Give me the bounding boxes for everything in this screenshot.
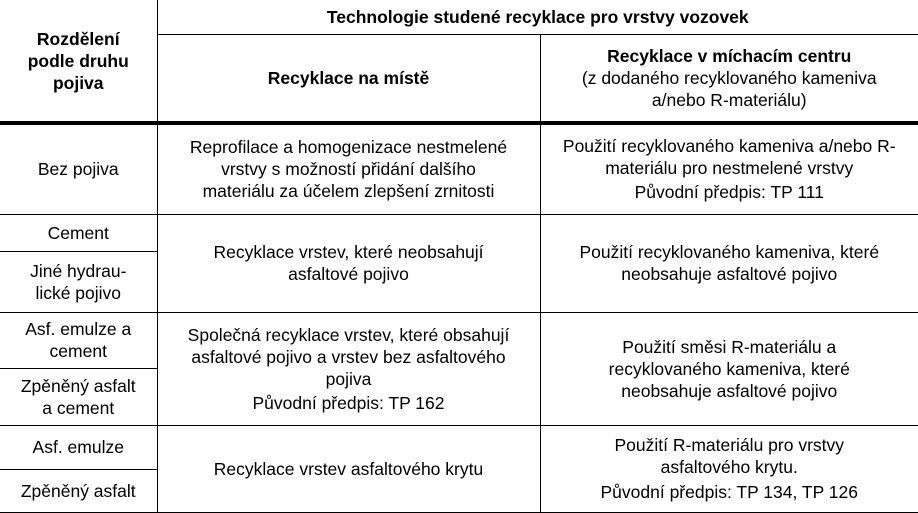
binder-emulsion-cement: Asf. emulze a cement [0, 312, 157, 368]
binder-foamed-bitumen-cement: Zpěněný asfalt a cement [0, 368, 157, 425]
site-cell-none: Reprofilace a homogenizace nestmelené vrstvy s možností přidání dalšího materiálu za účelem zlepšení zrnitosti [157, 123, 540, 214]
header-recycling-in-plant [540, 34, 918, 123]
header-technology-group: Technologie studené recyklace pro vrstvy vozovek [157, 0, 918, 34]
centre-ref-asphalt: Původní předpis: TP 134, TP 126 [600, 482, 859, 502]
centre-ref-none: Původní předpis: TP 111 [634, 182, 824, 203]
centre-text-none: Použití recyklovaného kameniva a/nebo R-materiálu pro nestmelené vrstvy [562, 136, 896, 179]
header-binder-division: Rozdělení podle druhu pojiva [0, 0, 157, 123]
centre-cell-none [540, 123, 918, 214]
binder-none: Bez pojiva [0, 123, 157, 214]
site-cell-asphalt: Recyklace vrstev asfaltového krytu [157, 425, 540, 512]
binder-emulsion: Asf. emulze [0, 425, 157, 469]
site-cell-combined [157, 312, 540, 425]
site-cell-hydraulic: Recyklace vrstev, které neobsahují asfaltové pojivo [157, 214, 540, 312]
binder-cement: Cement [0, 214, 157, 251]
header-recycling-in-plant-subtitle: (z dodaného recyklovaného kameniva a/nebo R-materiálu) [581, 67, 877, 110]
binder-other-hydraulic: Jiné hydrau-lické pojivo [0, 251, 157, 312]
site-ref-combined: Původní předpis: TP 162 [252, 392, 445, 413]
centre-cell-asphalt [540, 425, 918, 512]
centre-cell-hydraulic: Použití recyklovaného kameniva, které neobsahuje asfaltové pojivo [540, 214, 918, 312]
centre-text-asphalt: Použití R-materiálu pro vrstvy asfaltového krytu. [614, 435, 845, 477]
site-text-combined: Společná recyklace vrstev, které obsahují asfaltové pojivo a vrstev bez asfaltového pojiva [187, 324, 510, 389]
header-recycling-in-plant-title: Recyklace v míchacím centru [607, 45, 852, 66]
centre-cell-combined: Použití směsi R-materiálu a recyklovaného kameniva, které neobsahuje asfaltové pojivo [540, 312, 918, 425]
binder-foamed-bitumen: Zpěněný asfalt [0, 469, 157, 512]
header-recycling-in-place: Recyklace na místě [157, 34, 540, 123]
